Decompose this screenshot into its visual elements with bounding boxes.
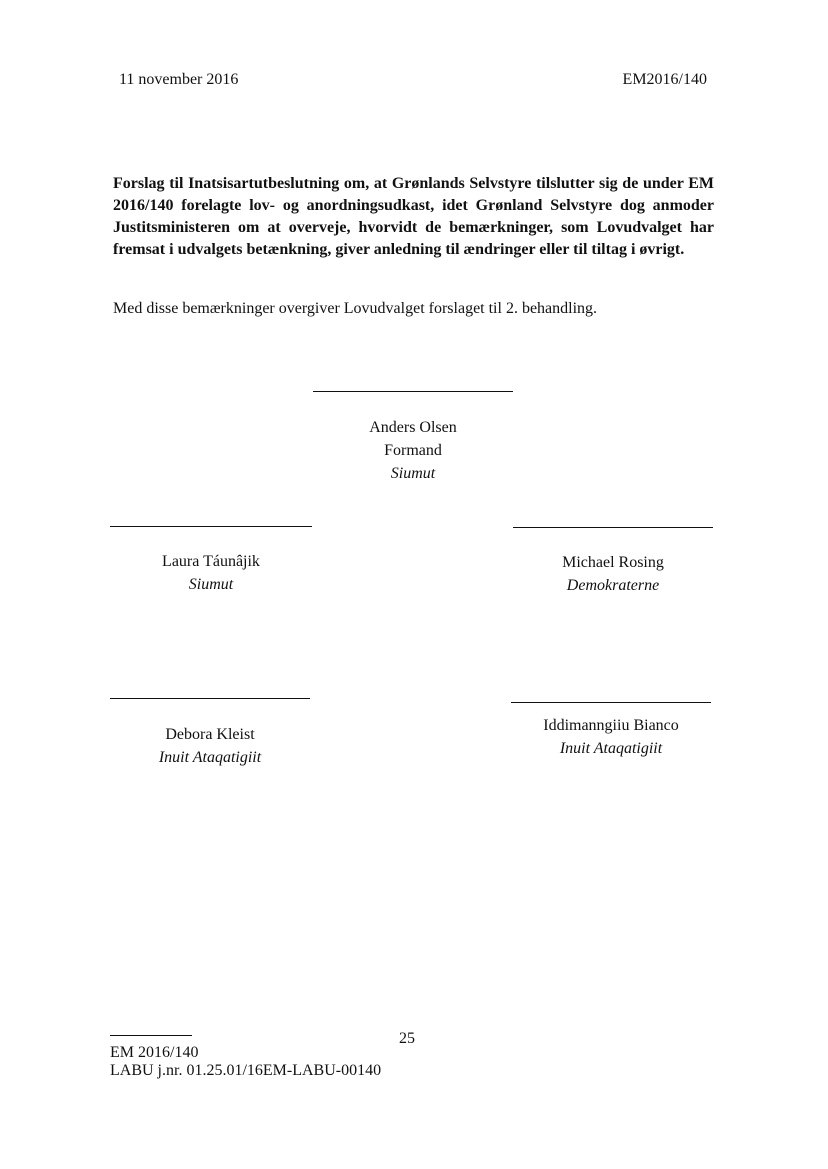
signature-block-chair bbox=[313, 391, 513, 485]
footer-journal-number: LABU j.nr. 01.25.01/16EM-LABU-00140 bbox=[110, 1062, 382, 1079]
signatory-party: Siumut bbox=[390, 465, 436, 482]
signature-line bbox=[513, 527, 713, 528]
signatory-name: Debora Kleist bbox=[165, 726, 255, 743]
page-number: 25 bbox=[399, 1030, 415, 1047]
signature-block-member-1 bbox=[110, 526, 312, 596]
proposal-paragraph: Forslag til Inatsisartutbeslutning om, at Grønlands Selvstyre tilslutter sig de under EM 2016/140 forelagte lov- og anordningsudkast, idet Grønland Selvstyre dog anmoder Justitsministeren om at overveje, hvorvidt de bemærkninger, som Lovudvalget har fremsat i udvalgets betænkning, giver anledning til ændringer eller til tiltag i øvrigt. bbox=[113, 175, 714, 258]
signature-line bbox=[313, 391, 513, 392]
document-date: 11 november 2016 bbox=[119, 71, 239, 88]
signatory-title: Formand bbox=[384, 442, 442, 459]
signatory-name: Michael Rosing bbox=[562, 554, 664, 571]
closing-paragraph: Med disse bemærkninger overgiver Lovudvalget forslaget til 2. behandling. bbox=[113, 300, 598, 317]
document-reference: EM2016/140 bbox=[622, 71, 707, 88]
signature-line bbox=[511, 702, 711, 703]
signature-block-member-3 bbox=[110, 698, 310, 769]
signatory-name: Iddimanngiiu Bianco bbox=[543, 717, 679, 734]
signatory-party: Inuit Ataqatigiit bbox=[158, 749, 262, 766]
signature-line bbox=[110, 698, 310, 699]
signature-block-member-2 bbox=[513, 527, 713, 597]
footnote-rule bbox=[110, 1035, 192, 1036]
footer-doc-reference: EM 2016/140 bbox=[110, 1044, 199, 1061]
signatory-name: Anders Olsen bbox=[369, 419, 457, 436]
signatory-name: Laura Táunâjik bbox=[162, 553, 260, 570]
signatory-party: Siumut bbox=[188, 576, 234, 593]
signatory-party: Demokraterne bbox=[566, 577, 660, 594]
signature-line bbox=[110, 526, 312, 527]
signatory-party: Inuit Ataqatigiit bbox=[559, 740, 663, 757]
signature-block-member-4 bbox=[511, 702, 711, 760]
